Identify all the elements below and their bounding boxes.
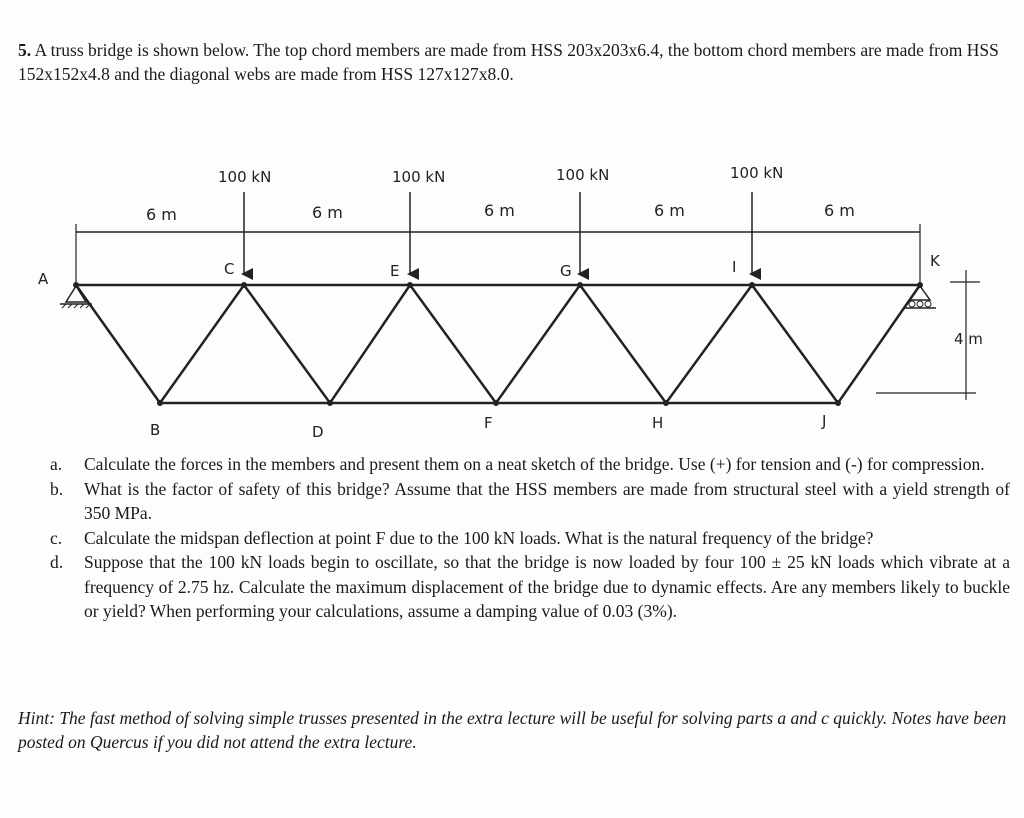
problem-statement [18,38,1008,86]
question-item [50,452,1010,477]
span-label: 6 m [654,201,685,220]
question-text: Suppose that the 100 kN loads begin to oscillate, so that the bridge is now loaded by four 100 ± 25 kN loads which vibrate at a frequency of 2.75 hz. Calculate the maximum displacement of the bridge due to dynamic effects. Are any members likely to buckle or yield? When performing your calculations, assume a damping value of 0.03 (3%). [84,552,1010,621]
question-list [50,452,1010,624]
hint-text: Hint: The fast method of solving simple trusses presented in the extra lecture will be useful for solving parts a and c quickly. Notes have been posted on Quercus if you did not attend the extra lecture. [18,708,1007,752]
pin-support-icon [60,286,92,308]
load-label: 100 kN [730,164,784,182]
question-letter: d. [50,552,64,572]
node-label: K [930,252,940,270]
truss-diagram [0,150,1024,450]
node-label: F [484,414,493,432]
node-label: C [224,260,235,278]
question-text: Calculate the forces in the members and present them on a neat sketch of the bridge. Use (+) for tension and (-) for compression. [84,454,985,474]
question-letter: c. [50,527,63,548]
load-label: 100 kN [218,168,272,186]
problem-text: A truss bridge is shown below. The top chord members are made from HSS 203x203x6.4, the bottom chord members are made from HSS 152x152x4.8 and the diagonal webs are made from HSS 127x127x8.0. [18,40,999,84]
span-label: 6 m [312,203,343,222]
question-item [50,550,1010,624]
span-label: 6 m [824,201,855,220]
question-text: Calculate the midspan deflection at point F due to the 100 kN loads. What is the natural frequency of the bridge? [84,527,874,548]
question-letter: a. [50,454,63,474]
question-item [50,526,1010,551]
span-label: 6 m [146,205,177,224]
load-label: 100 kN [392,168,446,186]
node-label: I [732,258,737,276]
node-label: E [390,262,400,280]
load-label: 100 kN [556,166,610,184]
node-label: D [312,423,324,441]
height-label: 4 m [954,330,983,348]
node-label: H [652,414,664,432]
node-label: G [560,262,572,280]
span-label: 6 m [484,201,515,220]
node-label: A [38,270,49,288]
node-label: J [822,412,827,430]
question-text: What is the factor of safety of this bridge? Assume that the HSS members are made from structural steel with a yield strength of 350 MPa. [84,478,1010,523]
roller-support-icon [904,286,936,308]
diagonal-webs [76,285,920,403]
problem-number: 5. [18,40,32,60]
question-item [50,477,1010,526]
question-letter: b. [50,478,64,499]
node-label: B [150,421,161,439]
